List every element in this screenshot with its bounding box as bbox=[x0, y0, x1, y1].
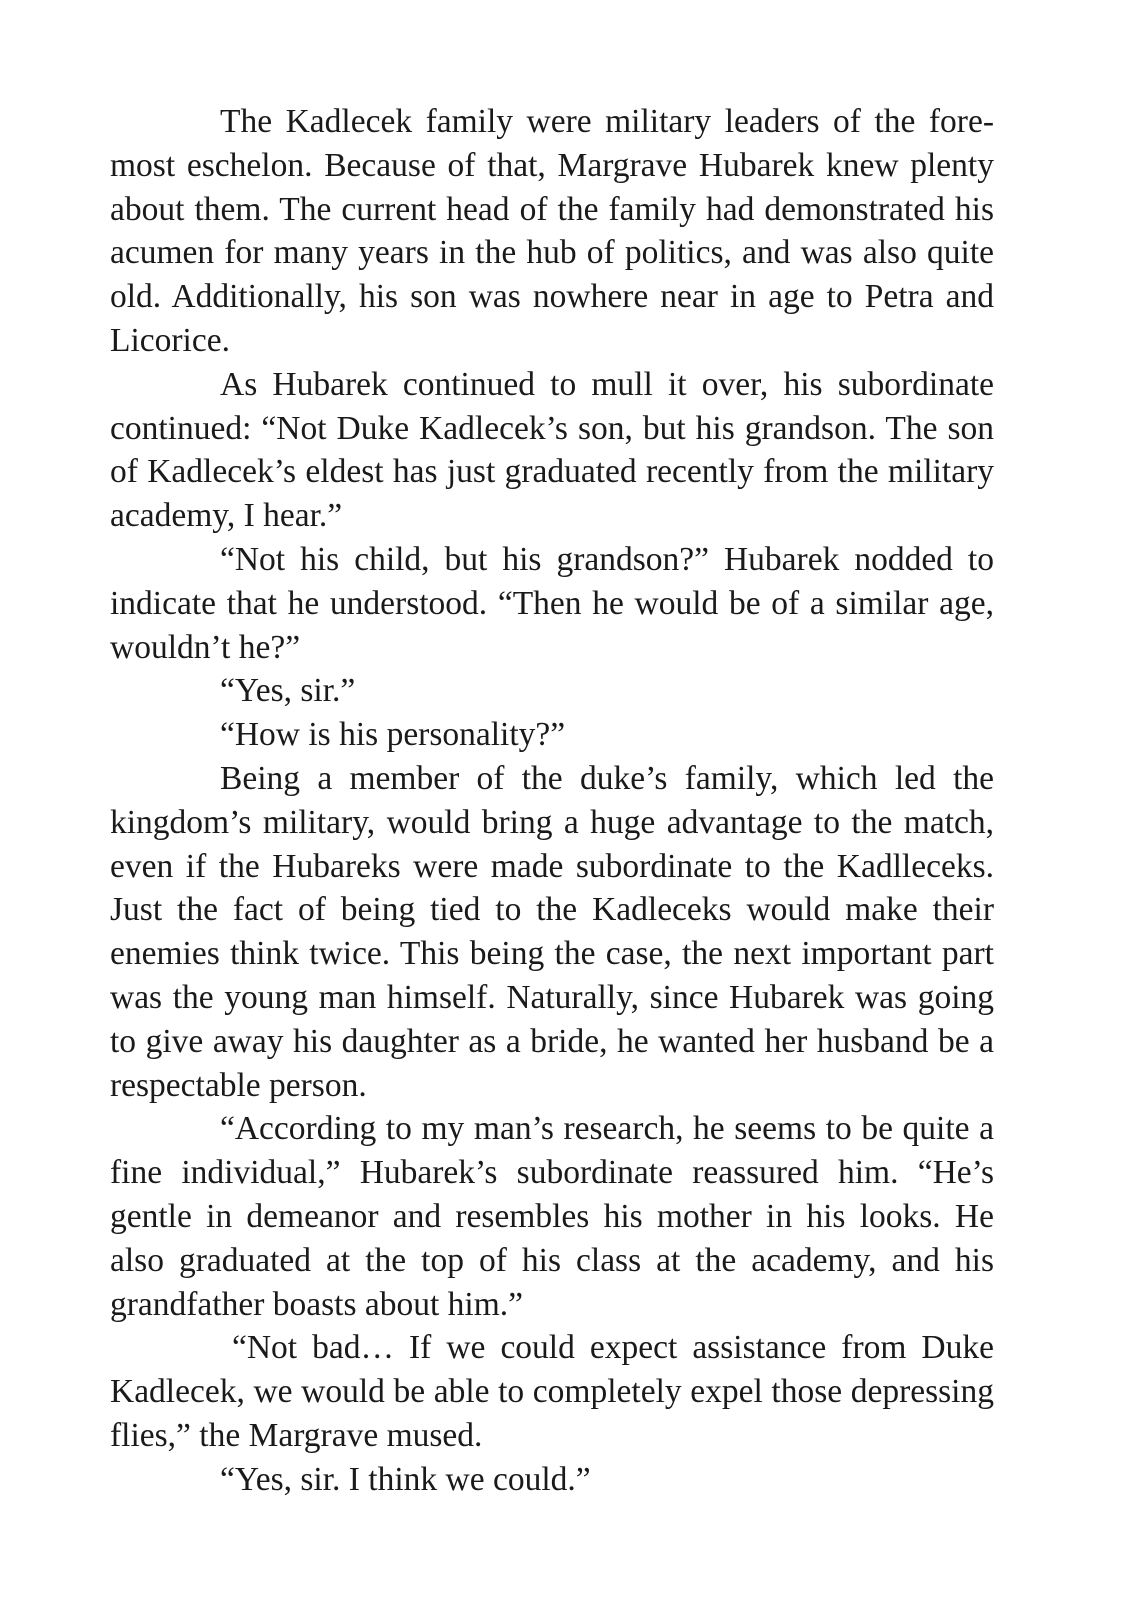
paragraph-2: As Hubarek continued to mull it over, his subordinate continued: “Not Duke Kadlecek’s son, but his grandson. The son of Kadlecek’s eldest has just graduated recently from the military academy, I hear.” bbox=[110, 365, 994, 535]
paragraph-5: “How is his personality?” bbox=[220, 716, 566, 754]
paragraph-1: The Kadlecek family were military leaders of the foremost eschelon. Because of that, Margrave Hubarek knew plenty about them. The current head of the family had demonstrated his acumen for many years in the hub of politics, and was also quite old. Additionally, his son was nowhere near in age to Petra and Licorice. bbox=[110, 103, 994, 359]
body-text bbox=[110, 100, 994, 1502]
paragraph-6: Being a member of the duke’s family, which led the kingdom’s military, would bring a huge advantage to the match, even if the Hubareks were made subordinate to the Kadlleceks. Just the fact of being tied to the Kadleceks would make their enemies think twice. This being the case, the next important part was the young man himself. Naturally, since Hubarek was going to give away his daughter as a bride, he wanted her husband be a respectable person. bbox=[110, 759, 994, 1104]
paragraph-9: “Yes, sir. I think we could.” bbox=[220, 1460, 591, 1498]
paragraph-8: “Not bad… If we could expect assistance from Duke Kadlecek, we would be able to completely expel those depressing flies,” the Margrave mused. bbox=[110, 1329, 994, 1454]
paragraph-7: “According to my man’s research, he seems to be quite a fine individual,” Hubarek’s subordinate reassured him. “He’s gentle in demeanor and resembles his mother in his looks. He also graduated at the top of his class at the academy, and his grandfather boasts about him.” bbox=[110, 1110, 994, 1323]
paragraph-4: “Yes, sir.” bbox=[220, 672, 356, 710]
paragraph-3: “Not his child, but his grandson?” Hubarek nodded to indicate that he understood. “Then he would be of a similar age, wouldn’t he?” bbox=[110, 540, 994, 666]
